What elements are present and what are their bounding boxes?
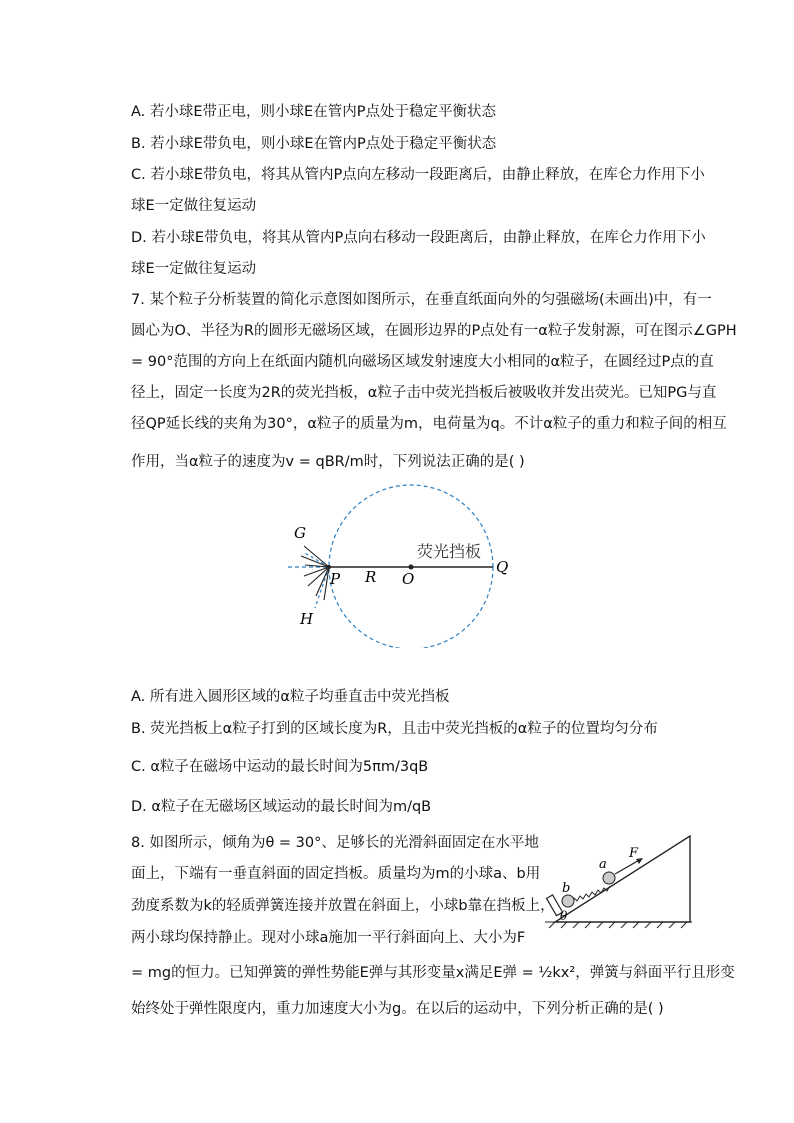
q7-line-3: = 90°范围的方向上在纸面内随机向磁场区域发射速度大小相同的α粒子，在圆经过P点的直 bbox=[131, 354, 714, 370]
label-h: H bbox=[300, 610, 314, 628]
q7-option-a: A. 所有进入圆形区域的α粒子均垂直击中荧光挡板 bbox=[131, 689, 450, 705]
q8-line-2: 面上，下端有一垂直斜面的固定挡板。质量均为m的小球a、b用 bbox=[131, 866, 541, 882]
ball-b bbox=[562, 895, 574, 907]
source-p bbox=[327, 565, 331, 569]
option-c-cont: 球E一定做往复运动 bbox=[131, 198, 257, 214]
q7-line-1: 7. 某个粒子分析装置的简化示意图如图所示，在垂直纸面向外的匀强磁场(未画出)中，有一 bbox=[131, 292, 712, 308]
q8-line-6: 始终处于弹性限度内，重力加速度大小为g。在以后的运动中，下列分析正确的是( ) bbox=[131, 1001, 664, 1017]
q7-line-6: 作用，当α粒子的速度为v = qBR/m时，下列说法正确的是( ) bbox=[131, 454, 525, 470]
option-b: B. 若小球E带负电，则小球E在管内P点处于稳定平衡状态 bbox=[131, 136, 497, 152]
emission-arrows bbox=[301, 546, 329, 600]
option-c: C. 若小球E带负电，将其从管内P点向左移动一段距离后，由静止释放，在库仑力作用下小 bbox=[131, 167, 705, 183]
label-o: O bbox=[402, 570, 415, 588]
q8-line-4: 两小球均保持静止。现对小球a施加一平行斜面向上、大小为F bbox=[131, 930, 526, 946]
label-a: a bbox=[599, 857, 607, 872]
option-d: D. 若小球E带负电，将其从管内P点向右移动一段距离后，由静止释放，在库仑力作用下小 bbox=[131, 230, 706, 246]
option-d-cont: 球E一定做往复运动 bbox=[131, 261, 257, 277]
label-b: b bbox=[562, 881, 571, 896]
q7-figure bbox=[280, 478, 520, 648]
q7-line-5: 径QP延长线的夹角为30°，α粒子的质量为m，电荷量为q。不计α粒子的重力和粒子间的相互 bbox=[131, 416, 727, 432]
q7-option-b: B. 荧光挡板上α粒子打到的区域长度为R，且击中荧光挡板的α粒子的位置均匀分布 bbox=[131, 721, 658, 737]
q8-figure bbox=[537, 832, 697, 932]
center-point-o bbox=[409, 565, 414, 570]
q8-line-5: = mg的恒力。已知弹簧的弹性势能E弹与其形变量x满足E弹 = ½kx²，弹簧与斜面平行且形变 bbox=[131, 965, 735, 981]
label-screen: 荧光挡板 bbox=[417, 542, 482, 561]
ball-a bbox=[603, 872, 615, 884]
label-g: G bbox=[294, 524, 306, 542]
q7-option-d: D. α粒子在无磁场区域运动的最长时间为m/qB bbox=[131, 799, 432, 815]
q8-line-1: 8. 如图所示，倾角为θ = 30°、足够长的光滑斜面固定在水平地 bbox=[131, 835, 539, 851]
label-theta: θ bbox=[560, 909, 568, 923]
label-p: P bbox=[330, 570, 341, 588]
q7-line-4: 径上，固定一长度为2R的荧光挡板，α粒子击中荧光挡板后被吸收并发出荧光。已知PG与直 bbox=[131, 385, 717, 401]
q8-line-3: 劲度系数为k的轻质弹簧连接并放置在斜面上，小球b靠在挡板上， bbox=[131, 898, 555, 914]
spring bbox=[571, 886, 610, 903]
q7-line-2: 圆心为O、半径为R的圆形无磁场区域，在圆形边界的P点处有一α粒子发射源，可在图示∠GPH bbox=[131, 323, 737, 339]
option-a: A. 若小球E带正电，则小球E在管内P点处于稳定平衡状态 bbox=[131, 104, 496, 120]
force-arrow bbox=[615, 859, 641, 874]
q7-option-c: C. α粒子在磁场中运动的最长时间为5πm/3qB bbox=[131, 759, 429, 775]
label-f: F bbox=[629, 846, 639, 861]
incline bbox=[555, 836, 690, 922]
label-q: Q bbox=[496, 558, 509, 576]
label-r: R bbox=[365, 568, 377, 586]
